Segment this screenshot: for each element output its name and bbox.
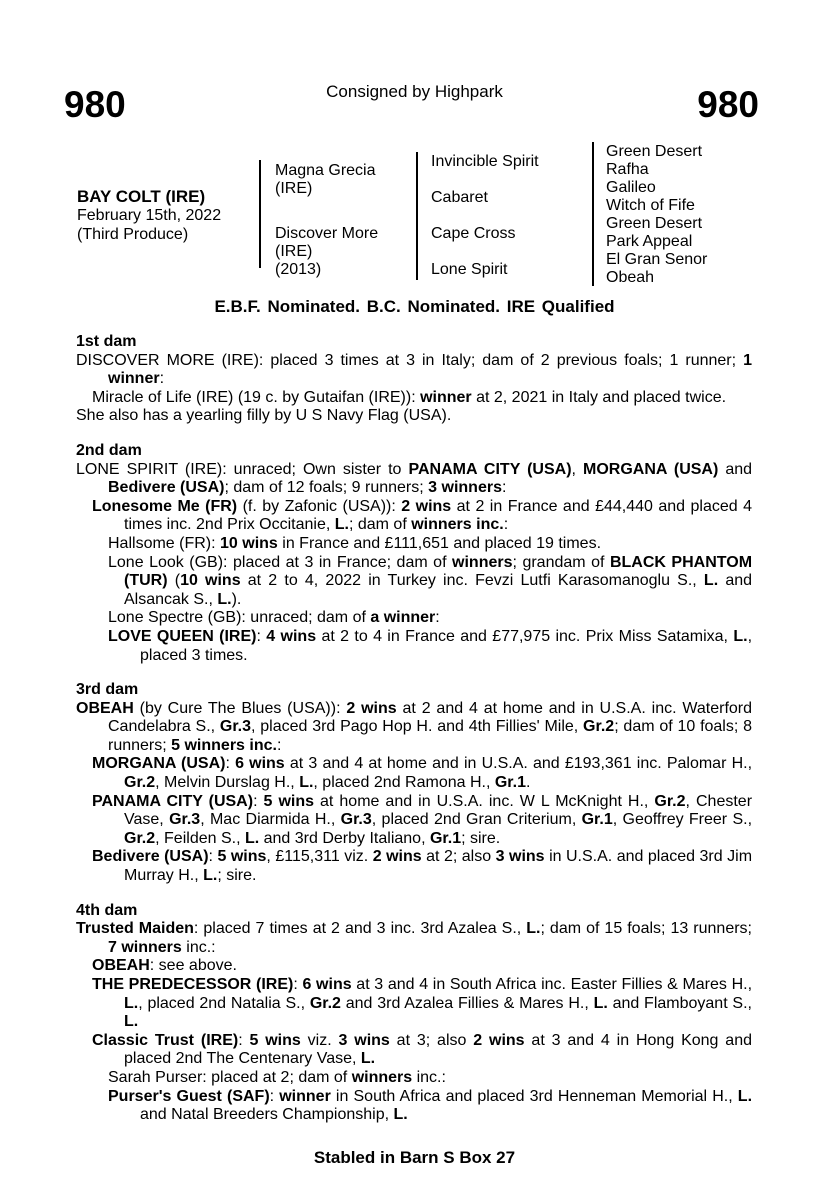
record-entry — [76, 628, 752, 665]
pedigree-gen3-2: Galileo — [606, 179, 656, 196]
bold-text: L. — [124, 994, 139, 1012]
pedigree-sire — [275, 162, 376, 198]
text-run: : — [501, 479, 507, 497]
bold-text: L. — [703, 572, 719, 590]
bold-text: 3 wins — [495, 848, 545, 866]
record-entry — [76, 407, 752, 426]
stabling-location: Stabled in Barn S Box 27 — [313, 1148, 516, 1167]
produce-number: (Third Produce) — [77, 226, 189, 243]
text-run: ; dam of — [348, 516, 412, 534]
text-run: Sarah Purser: placed at 2; dam of — [108, 1068, 352, 1086]
horse-identity — [77, 187, 221, 244]
text-run: and Alsancak S., — [124, 572, 753, 608]
text-run: in U.S.A. and placed 3rd Jim Murray H., — [124, 848, 753, 885]
bold-text: 3 wins — [338, 1031, 390, 1049]
bold-text: Gr.1 — [494, 774, 526, 792]
bold-text: PANAMA CITY (USA) — [92, 792, 254, 810]
section-heading: 4th dam — [76, 901, 138, 919]
text-run: Hallsome (FR): — [108, 534, 221, 552]
text-run: and Natal Breeders Championship, — [140, 1106, 394, 1124]
pedigree-divider-3 — [592, 142, 594, 286]
bold-text: 1 winner — [108, 351, 752, 388]
text-run: Lone Spectre (GB): unraced; dam of — [108, 609, 371, 627]
text-run: , Geoffrey Freer S., — [612, 811, 753, 829]
text-run: : — [238, 1031, 250, 1049]
text-run: (f. by Zafonic (USA)): — [237, 497, 402, 515]
bold-text: L. — [217, 590, 232, 608]
bold-text: Gr.3 — [340, 811, 372, 829]
bold-text: Gr.2 — [124, 774, 156, 792]
bold-text: PANAMA CITY (USA) — [408, 460, 572, 478]
text-run: , Chester Vase, — [124, 792, 753, 829]
text-run: ; grandam of — [512, 553, 610, 571]
record-entry — [76, 1069, 752, 1088]
section-heading: 2nd dam — [76, 441, 142, 459]
text-run: : — [225, 755, 236, 773]
record-entry — [76, 848, 752, 885]
record-entry — [76, 461, 752, 498]
record-entry — [76, 389, 752, 408]
dam-section — [76, 681, 752, 886]
text-run: at 2, 2021 in Italy and placed twice. — [471, 388, 727, 406]
text-run: in France and £111,651 and placed 19 times. — [277, 534, 602, 552]
text-run: : — [293, 976, 303, 993]
bold-text: 5 wins — [263, 792, 315, 810]
text-run: She also has a yearling filly by U S Navy Flag (USA). — [76, 407, 452, 425]
bold-text: winners — [351, 1068, 413, 1086]
text-run: at 3; also — [389, 1031, 474, 1049]
bold-text: L. — [733, 627, 748, 645]
bold-text: winners — [452, 553, 513, 571]
text-run: ; sire. — [461, 829, 501, 847]
pedigree-dam — [275, 225, 378, 279]
text-run: : — [269, 1087, 280, 1105]
text-run: , placed 3 times. — [140, 627, 753, 664]
text-run: : — [503, 516, 509, 534]
text-run: : — [276, 736, 282, 754]
pedigree-gen3-4: Green Desert — [606, 215, 703, 232]
record-entry — [76, 755, 752, 792]
bold-text: a winner — [370, 609, 436, 627]
sire-country: (IRE) — [275, 180, 313, 197]
text-run: in South Africa and placed 3rd Henneman Memorial H., — [330, 1087, 738, 1105]
bold-text: L. — [124, 1013, 139, 1031]
bold-text: 10 wins — [220, 534, 278, 552]
bold-text: Gr.2 — [583, 718, 615, 736]
bold-text: Purser's Guest (SAF) — [108, 1087, 270, 1105]
text-run: Lone Look (GB): placed at 3 in France; dam of — [108, 553, 453, 571]
record-entry — [76, 554, 752, 610]
bold-text: THE PREDECESSOR (IRE) — [92, 976, 294, 993]
sire-name: Magna Grecia — [275, 162, 376, 179]
text-run: : — [208, 848, 218, 866]
dam-section — [76, 442, 752, 665]
bold-text: MORGANA (USA) — [92, 755, 226, 773]
text-run: DISCOVER MORE (IRE): placed 3 times at 3 in Italy; dam of 2 previous foals; 1 runner; — [76, 351, 744, 369]
text-run: ; sire. — [217, 867, 257, 885]
bold-text: OBEAH — [76, 699, 134, 717]
bold-text: L. — [203, 867, 218, 885]
pedigree-gen2-3: Lone Spirit — [431, 261, 508, 278]
pedigree-gen3-0: Green Desert — [606, 143, 703, 160]
text-run: . — [525, 774, 531, 792]
section-heading: 1st dam — [76, 333, 137, 350]
bold-text: Gr.2 — [124, 829, 156, 847]
text-run: : — [159, 370, 165, 388]
text-run: , placed 2nd Natalia S., — [138, 994, 310, 1012]
bold-text: 6 wins — [235, 755, 285, 773]
dam-section — [76, 902, 752, 1125]
text-run: , £115,311 viz. — [266, 848, 373, 866]
bold-text: 5 wins — [217, 848, 267, 866]
dam-name: Discover More — [275, 225, 379, 242]
dam-country: (IRE) — [275, 243, 313, 260]
bold-text: 2 wins — [401, 497, 452, 515]
pedigree-divider-1 — [259, 160, 261, 268]
text-run: Miracle of Life (IRE) (19 c. by Gutaifan (IRE)): — [92, 388, 421, 406]
text-run: ; dam of 12 foals; 9 runners; — [224, 479, 429, 497]
text-run: : — [256, 627, 267, 645]
text-run: , — [571, 460, 583, 478]
bold-text: L. — [393, 1106, 408, 1124]
nominations-line: E.B.F. Nominated. B.C. Nominated. IRE Qualified — [214, 297, 615, 316]
dam-year: (2013) — [275, 261, 322, 278]
produce-record — [76, 333, 752, 1125]
text-run: at 3 and 4 at home and in U.S.A. and £193,361 inc. Palomar H., — [284, 755, 753, 773]
bold-text: L. — [593, 994, 608, 1012]
pedigree-gen2-0: Invincible Spirit — [431, 153, 539, 170]
bold-text: 2 wins — [372, 848, 422, 866]
text-run: , Feilden S., — [155, 829, 245, 847]
bold-text: OBEAH — [92, 957, 150, 975]
text-run: and 3rd Derby Italiano, — [259, 829, 430, 847]
bold-text: Gr.3 — [169, 811, 201, 829]
record-entry — [76, 976, 752, 1032]
bold-text: BLACK PHANTOM (TUR) — [124, 553, 753, 590]
bold-text: 6 wins — [302, 976, 352, 993]
text-run: ; dam of 15 foals; 13 runners; — [540, 920, 752, 938]
record-entry — [76, 1088, 752, 1125]
bold-text: 2 wins — [346, 699, 397, 717]
bold-text: L. — [334, 516, 349, 534]
text-run: ). — [231, 590, 242, 608]
text-run: inc.: — [412, 1068, 446, 1086]
text-run: viz. — [300, 1031, 339, 1049]
text-run: : — [435, 609, 440, 627]
bold-text: L. — [737, 1087, 753, 1105]
text-run: , placed 3rd Pago Hop H. and 4th Fillies' Mile, — [251, 718, 584, 736]
horse-title: BAY COLT (IRE) — [77, 187, 206, 206]
bold-text: Gr.1 — [429, 829, 462, 847]
bold-text: 7 winners — [108, 938, 182, 956]
bold-text: 5 winners inc. — [171, 736, 277, 754]
bold-text: winners inc. — [411, 516, 504, 534]
text-run: , placed 2nd Gran Criterium, — [371, 811, 582, 829]
bold-text: winner — [420, 388, 472, 406]
dam-section — [76, 333, 752, 426]
bold-text: Bedivere (USA) — [92, 848, 209, 866]
bold-text: L. — [299, 774, 314, 792]
text-run: : — [253, 792, 264, 810]
text-run: , Mac Diarmida H., — [200, 811, 341, 829]
bold-text: Classic Trust (IRE) — [92, 1031, 239, 1049]
pedigree-gen3-7: Obeah — [606, 269, 655, 286]
bold-text: L. — [360, 1050, 376, 1068]
text-run: at 2 in France and £44,440 and placed 4 times inc. 2nd Prix Occitanie, — [124, 497, 753, 534]
text-run: and 3rd Azalea Fillies & Mares H., — [340, 994, 594, 1012]
bold-text: 5 wins — [249, 1031, 301, 1049]
bold-text: L. — [244, 829, 260, 847]
text-run: and — [718, 460, 753, 478]
pedigree-gen3-1: Rafha — [606, 161, 649, 178]
text-run: LONE SPIRIT (IRE): unraced; Own sister to — [76, 460, 409, 478]
text-run: at 3 and 4 in Hong Kong and placed 2nd The Centenary Vase, — [124, 1031, 752, 1068]
bold-text: Gr.2 — [654, 792, 686, 810]
pedigree-gen3-3: Witch of Fife — [606, 197, 695, 214]
pedigree-gen3-6: El Gran Senor — [606, 251, 708, 268]
record-entry — [76, 793, 752, 849]
text-run: , placed 2nd Ramona H., — [313, 774, 495, 792]
text-run: at 2 to 4, 2022 in Turkey inc. Fevzi Lutfi Karasomanoglu S., — [240, 572, 704, 590]
bold-text: 10 wins — [180, 572, 241, 590]
text-run: at 3 and 4 in South Africa inc. Easter Fillies & Mares H., — [351, 976, 753, 993]
bold-text: LOVE QUEEN (IRE) — [108, 627, 257, 645]
bold-text: MORGANA (USA) — [583, 460, 719, 478]
bold-text: Trusted Maiden — [76, 920, 194, 938]
bold-text: 4 wins — [266, 627, 317, 645]
text-run: : see above. — [149, 957, 237, 975]
pedigree-gen3-5: Park Appeal — [606, 233, 693, 250]
bold-text: L. — [526, 920, 541, 938]
record-entry — [76, 700, 752, 756]
record-entry — [76, 920, 752, 957]
pedigree-gen2-1: Cabaret — [431, 189, 488, 206]
record-entry — [76, 957, 752, 976]
record-entry — [76, 352, 752, 389]
text-run: inc.: — [181, 938, 216, 956]
text-run: ( — [167, 572, 181, 590]
bold-text: Lonesome Me (FR) — [92, 497, 238, 515]
record-entry — [76, 498, 752, 535]
record-entry — [76, 609, 752, 628]
bold-text: 3 winners — [428, 479, 502, 497]
text-run: at 2 and 4 at home and in U.S.A. inc. Waterford Candelabra S., — [108, 699, 753, 736]
lot-number-right: 980 — [697, 84, 759, 125]
pedigree-divider-2 — [416, 152, 418, 280]
text-run: at 2; also — [421, 848, 496, 866]
foaling-date: February 15th, 2022 — [77, 207, 222, 224]
text-run: ; dam of 10 foals; 8 runners; — [108, 718, 752, 754]
text-run: : placed 7 times at 2 and 3 inc. 3rd Azalea S., — [193, 920, 527, 938]
bold-text: Bedivere (USA) — [108, 479, 225, 497]
text-run: at home and in U.S.A. inc. W L McKnight H., — [314, 792, 655, 810]
bold-text: winner — [279, 1087, 331, 1105]
text-run: (by Cure The Blues (USA)): — [133, 699, 347, 717]
bold-text: 2 wins — [473, 1031, 525, 1049]
text-run: and Flamboyant S., — [607, 994, 752, 1012]
bold-text: Gr.2 — [309, 994, 341, 1012]
record-entry — [76, 535, 752, 554]
pedigree-gen2-2: Cape Cross — [431, 225, 516, 242]
section-heading: 3rd dam — [76, 681, 139, 699]
text-run: , Melvin Durslag H., — [155, 774, 300, 792]
consignor-line: Consigned by Highpark — [326, 82, 503, 101]
bold-text: Gr.3 — [219, 718, 252, 736]
lot-number-left: 980 — [64, 84, 126, 125]
text-run: at 2 to 4 in France and £77,975 inc. Prix Miss Satamixa, — [316, 627, 734, 645]
record-entry — [76, 1032, 752, 1069]
bold-text: Gr.1 — [581, 811, 613, 829]
